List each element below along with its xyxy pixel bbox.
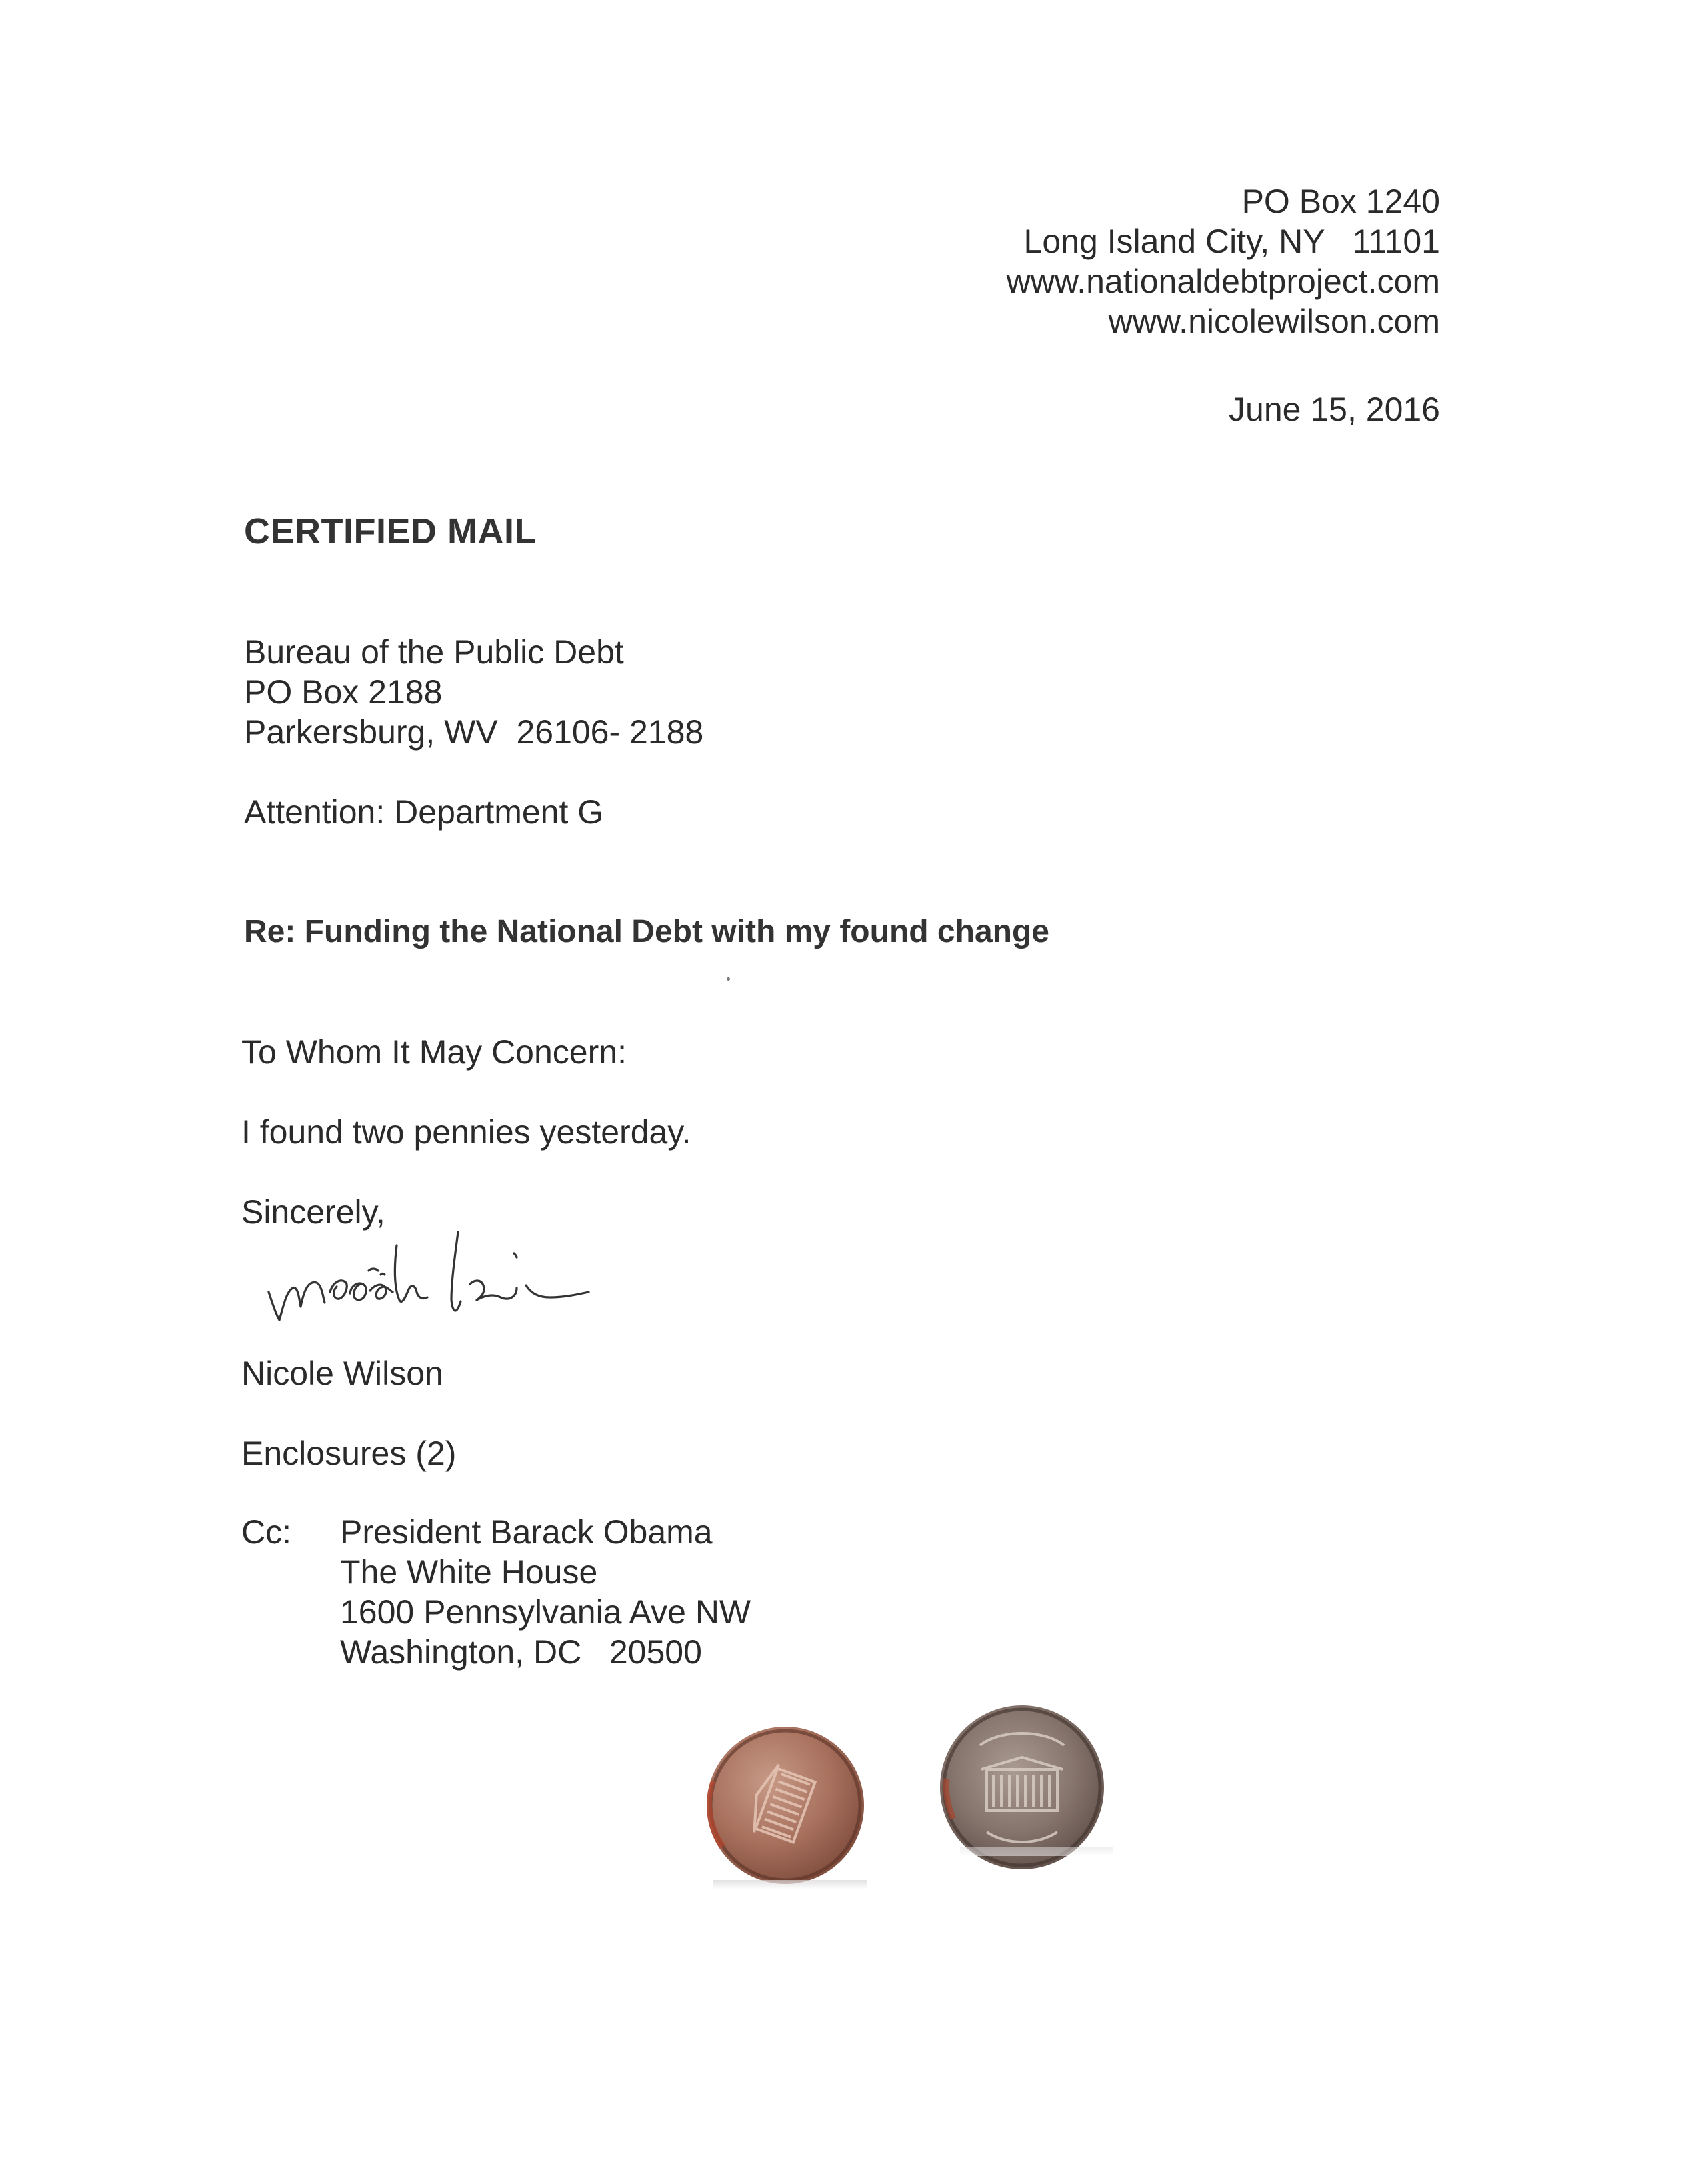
recipient-address-block [244, 632, 703, 752]
attention-line: Attention: Department G [244, 793, 604, 831]
salutation: To Whom It May Concern: [241, 1033, 627, 1071]
subject-line: Re: Funding the National Debt with my found change [244, 914, 1049, 949]
letter-date: June 15, 2016 [1229, 391, 1440, 428]
recipient-name: Bureau of the Public Debt [244, 633, 624, 671]
enclosures-line: Enclosures (2) [241, 1435, 457, 1472]
sender-city-state-zip: Long Island City, NY 11101 [1023, 223, 1440, 260]
cc-label: Cc: [241, 1513, 291, 1551]
closing: Sincerely, [241, 1193, 385, 1231]
recipient-city-state-zip: Parkersburg, WV 26106- 2188 [244, 713, 704, 751]
stray-mark [727, 977, 730, 981]
signer-name: Nicole Wilson [241, 1355, 443, 1392]
cc-address-line-2: 1600 Pennsylvania Ave NW [340, 1593, 751, 1631]
cc-address-line-1: The White House [340, 1553, 598, 1591]
recipient-po-box: PO Box 2188 [244, 673, 443, 711]
penny-right-shadow [960, 1847, 1113, 1856]
sender-website-2: www.nicolewilson.com [1108, 303, 1440, 340]
sender-address-block [1007, 181, 1440, 341]
penny-right-image [940, 1705, 1104, 1869]
penny-left-image [707, 1727, 864, 1884]
cc-address-line-3: Washington, DC 20500 [340, 1633, 702, 1671]
cc-address-block [340, 1512, 751, 1672]
cc-name: President Barack Obama [340, 1513, 713, 1551]
penny-left-shadow [713, 1880, 867, 1889]
delivery-method-heading: CERTIFIED MAIL [244, 511, 537, 551]
sender-website-1: www.nationaldebtproject.com [1006, 263, 1440, 300]
handwritten-signature [263, 1213, 643, 1340]
letter-body: I found two pennies yesterday. [241, 1113, 691, 1151]
sender-po-box: PO Box 1240 [1241, 183, 1440, 220]
